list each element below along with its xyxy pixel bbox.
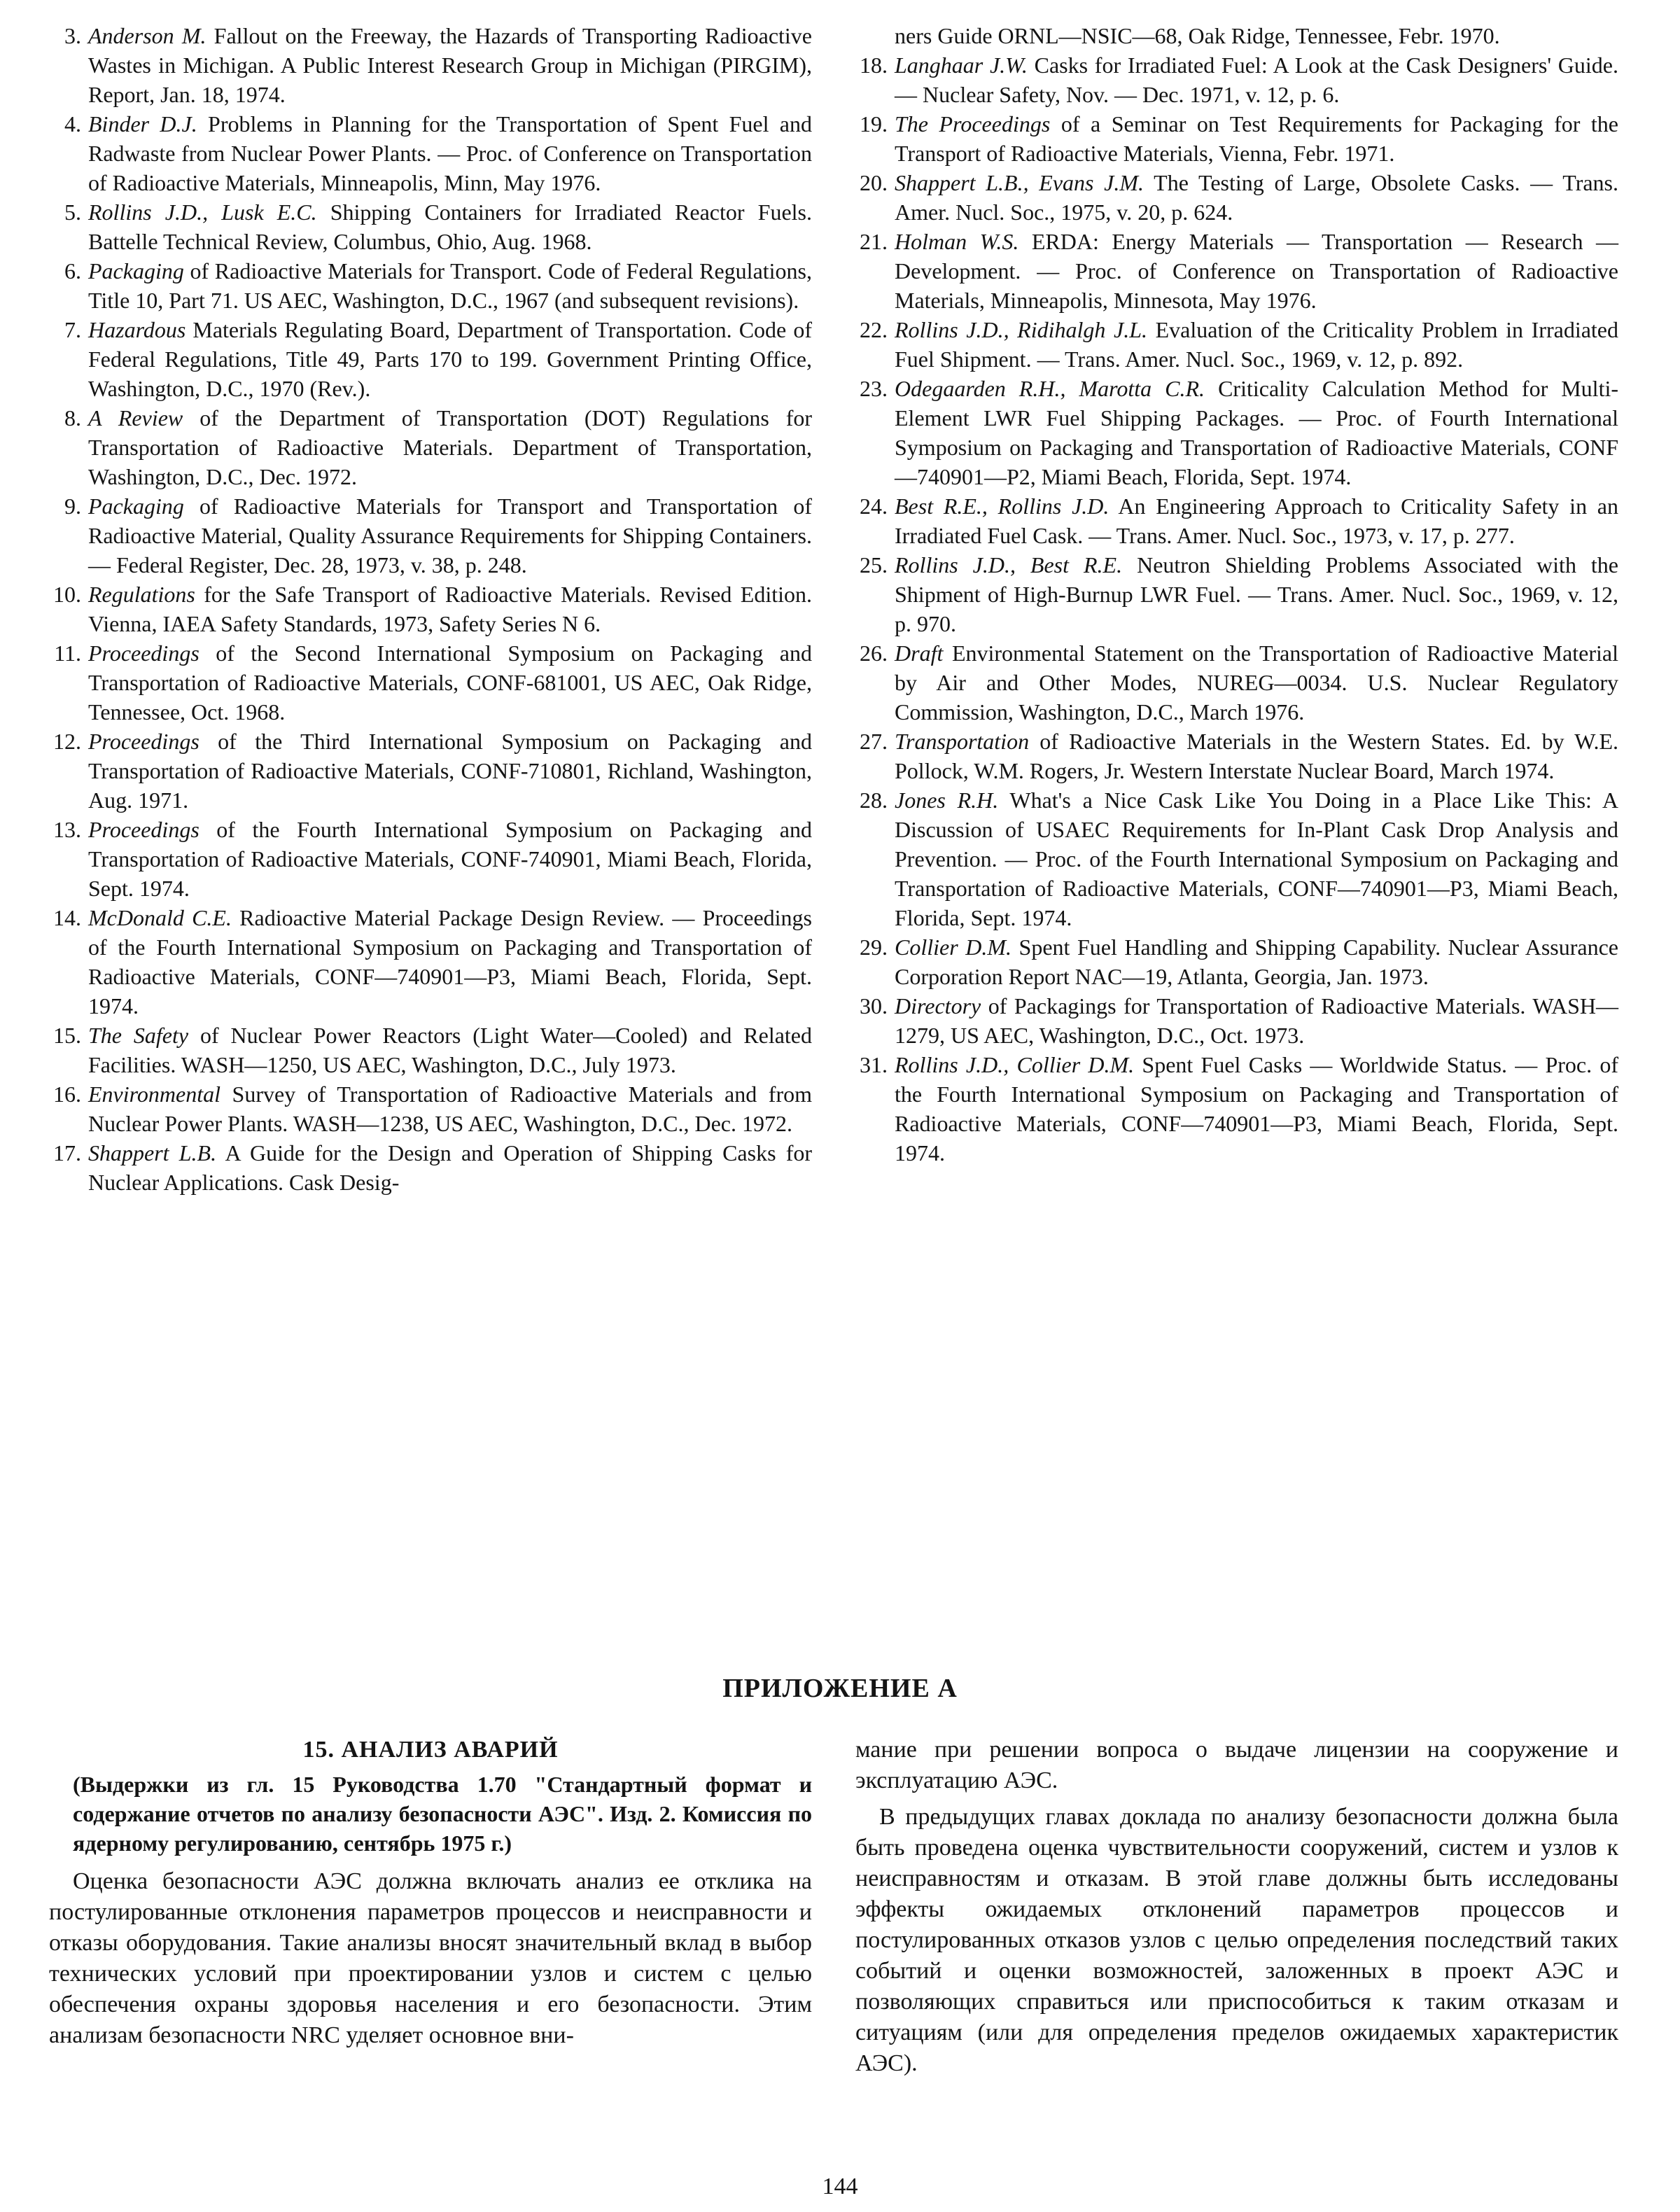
reference-text: An Engineering Approach to Criticality Safety in an Irradiated Fuel Cask. — Trans. Amer. Nucl. Soc., 1973, v. 17, p. 277.: [895, 493, 1619, 548]
reference-text: Fallout on the Freeway, the Hazards of Transporting Radioactive Wastes in Michigan. A Public Interest Research Group in Michigan (PIRGIM), Report, Jan. 18, 1974.: [88, 23, 813, 107]
appendix-title: ПРИЛОЖЕНИЕ А: [722, 1674, 958, 1703]
reference-author: McDonald C.E.: [88, 905, 232, 930]
reference-item: [855, 50, 1618, 109]
excerpt-note: (Выдержки из гл. 15 Руководства 1.70 "Стандартный формат и содержание отчетов по анализу безопасности АЭС". Изд. 2. Комиссия по ядерному регулированию, сентябрь 1975 г.): [73, 1772, 812, 1856]
reference-text: Criticality Calculation Method for Multi-Element LWR Fuel Shipping Packages. — Proc. of Fourth International Symposium on Packaging and Transportation of Radioactive Materials, CONF—740901—P2, Miami Beach, Florida, Sept. 1974.: [895, 376, 1619, 489]
reference-number: 8.: [64, 405, 81, 430]
reference-number: 7.: [64, 317, 81, 342]
reference-author: Proceedings: [88, 640, 200, 666]
reference-author: Environmental: [88, 1082, 220, 1107]
reference-item: [855, 109, 1618, 168]
reference-number: 15.: [53, 1023, 81, 1048]
reference-author: Langhaar J.W.: [895, 52, 1028, 78]
reference-text: for the Safe Transport of Radioactive Materials. Revised Edition. Vienna, IAEA Safety Standards, 1973, Safety Series N 6.: [88, 582, 812, 636]
reference-text: Neutron Shielding Problems Associated with the Shipment of High-Burnup LWR Fuel. — Trans. Amer. Nucl. Soc., 1969, v. 12, p. 970.: [895, 552, 1619, 636]
reference-item: [855, 168, 1618, 227]
reference-number: 14.: [53, 905, 81, 930]
reference-item: [855, 374, 1618, 491]
reference-item: [855, 727, 1618, 785]
reference-number: 26.: [860, 640, 888, 666]
paragraph-2: В предыдущих главах доклада по анализу безопасности должна была быть проведена оценка чувствительности сооружений, систем и узлов к неисправностям и отказам. В этой главе должны быть исследованы эффекты ожидаемых отклонений параметров процессов и постулированных отказов узлов с целью определения последствий таких событий и оценки возможностей, заложенных в проект АЭС и позволяющих справиться или приспособиться к таким отказам и ситуациям (или для определения пределов ожидаемых характеристик АЭС).: [855, 1804, 1618, 2076]
reference-author: Draft: [895, 640, 944, 666]
reference-author: Rollins J.D., Collier D.M.: [895, 1052, 1135, 1077]
reference-number: 30.: [860, 993, 888, 1018]
reference-author: Hazardous: [88, 317, 186, 342]
reference-text: of Packagings for Transportation of Radioactive Materials. WASH—1279, US AEC, Washington, D.C., Oct. 1973.: [895, 993, 1618, 1048]
reference-item: [855, 932, 1618, 991]
reference-author: Regulations: [88, 582, 195, 607]
reference-number: 25.: [860, 552, 888, 578]
reference-text: of the Fourth International Symposium on Packaging and Transportation of Radioactive Materials, CONF-740901, Miami Beach, Florida, Sept. 1974.: [88, 817, 812, 901]
reference-text: of Radioactive Materials for Transport and Transportation of Radioactive Material, Quality Assurance Requirements for Shipping Containers. — Federal Register, Dec. 28, 1973, v. 38, p. 248.: [88, 493, 812, 578]
reference-number: 18.: [860, 52, 888, 78]
paragraph-1: Оценка безопасности АЭС должна включать анализ ее отклика на постулированные отклонения параметров процессов и неисправности и отказы оборудования. Такие анализы вносят значительный вклад в выбор технических условий при проектировании узлов и систем с целью обеспечения охраны здоровья населения и его безопасности. Этим анализам безопасности NRC уделяет основное вни-: [49, 1868, 812, 2048]
reference-item: [49, 1021, 812, 1079]
reference-author: Directory: [895, 993, 981, 1018]
reference-item: [855, 21, 1618, 50]
reference-author: Packaging: [88, 258, 184, 284]
reference-item: [855, 785, 1618, 932]
reference-text: Environmental Statement on the Transportation of Radioactive Material by Air and Other Modes, NUREG—0034. U.S. Nuclear Regulatory Commission, Washington, D.C., March 1976.: [895, 640, 1618, 724]
reference-item: [49, 197, 812, 256]
reference-author: The Proceedings: [895, 111, 1051, 136]
reference-item: [49, 815, 812, 903]
reference-number: 24.: [860, 493, 888, 519]
reference-number: 27.: [860, 729, 888, 754]
reference-author: Holman W.S.: [895, 229, 1019, 254]
reference-item: [855, 491, 1618, 550]
reference-number: 5.: [64, 200, 81, 225]
reference-author: Odegaarden R.H., Marotta C.R.: [895, 376, 1205, 401]
reference-author: Jones R.H.: [895, 788, 999, 813]
reference-text: of the Department of Transportation (DOT) Regulations for Transportation of Radioactive Materials. Department of Transportation, Washington, D.C., Dec. 1972.: [88, 405, 813, 489]
reference-text: Materials Regulating Board, Department of Transportation. Code of Federal Regulations, Title 49, Parts 170 to 199. Government Printing Office, Washington, D.C., 1970 (Rev.).: [88, 317, 812, 401]
reference-text: of Radioactive Materials in the Western States. Ed. by W.E. Pollock, W.M. Rogers, Jr. Western Interstate Nuclear Board, March 1974.: [895, 729, 1618, 783]
reference-item: [855, 991, 1618, 1050]
reference-text: of the Third International Symposium on Packaging and Transportation of Radioactive Materials, CONF-710801, Richland, Washington, Aug. 1971.: [88, 729, 812, 813]
reference-text: of the Second International Symposium on Packaging and Transportation of Radioactive Materials, CONF-681001, US AEC, Oak Ridge, Tennessee, Oct. 1968.: [88, 640, 812, 724]
reference-author: A Review: [88, 405, 183, 430]
reference-text: of a Seminar on Test Requirements for Packaging for the Transport of Radioactive Materials, Vienna, Febr. 1971.: [895, 111, 1619, 166]
reference-author: Proceedings: [88, 729, 200, 754]
reference-item: [855, 315, 1618, 374]
reference-item: [49, 315, 812, 403]
reference-item: [49, 903, 812, 1021]
reference-author: Shappert L.B.: [88, 1140, 217, 1166]
reference-item: [49, 109, 812, 197]
reference-item: [855, 638, 1618, 727]
reference-author: Shappert L.B., Evans J.M.: [895, 170, 1144, 195]
reference-text: Spent Fuel Casks — Worldwide Status. — Proc. of the Fourth International Symposium on Packaging and Transportation of Radioactive Materials, CONF—740901—P3, Miami Beach, Florida, Sept. 1974.: [895, 1052, 1619, 1166]
reference-number: 3.: [64, 23, 81, 48]
reference-author: Packaging: [88, 493, 184, 519]
reference-text: Radioactive Material Package Design Review. — Proceedings of the Fourth International Symposium on Packaging and Transportation of Radioactive Materials, CONF—740901—P3, Miami Beach, Florida, Sept. 1974.: [88, 905, 813, 1018]
appendix-right-column: [855, 1735, 1618, 2085]
reference-author: Rollins J.D., Best R.E.: [895, 552, 1123, 578]
reference-author: Best R.E., Rollins J.D.: [895, 493, 1110, 519]
reference-text: What's a Nice Cask Like You Doing in a Place Like This: A Discussion of USAEC Requirements for In-Plant Cask Drop Analysis and Prevention. — Proc. of the Fourth International Symposium on Packaging and Transportation of Radioactive Materials, CONF—740901—P3, Miami Beach, Florida, Sept. 1974.: [895, 788, 1619, 930]
reference-text: Survey of Transportation of Radioactive Materials and from Nuclear Power Plants. WASH—1238, US AEC, Washington, D.C., Dec. 1972.: [88, 1082, 812, 1136]
reference-number: 6.: [64, 258, 81, 284]
reference-number: 12.: [53, 729, 81, 754]
reference-item: [49, 580, 812, 638]
reference-number: 17.: [53, 1140, 81, 1166]
reference-item: [49, 1079, 812, 1138]
reference-author: Rollins J.D., Lusk E.C.: [88, 200, 317, 225]
reference-item: [49, 638, 812, 727]
reference-item: [49, 256, 812, 315]
reference-number: 13.: [53, 817, 81, 842]
reference-text: Evaluation of the Criticality Problem in Irradiated Fuel Shipment. — Trans. Amer. Nucl. Soc., 1969, v. 12, p. 892.: [895, 317, 1619, 372]
chapter-title: 15. АНАЛИЗ АВАРИЙ: [302, 1737, 559, 1763]
reference-text: ERDA: Energy Materials — Transportation — Research — Development. — Proc. of Conference on Transportation of Radioactive Materials, Minneapolis, Minnesota, May 1976.: [895, 229, 1619, 313]
reference-item: [855, 227, 1618, 315]
reference-text: Problems in Planning for the Transportation of Spent Fuel and Radwaste from Nuclear Power Plants. — Proc. of Conference on Transportation of Radioactive Materials, Minneapolis, Minn, May 1976.: [88, 111, 813, 195]
reference-text: of Radioactive Materials for Transport. Code of Federal Regulations, Title 10, Part 71. US AEC, Washington, D.C., 1967 (and subsequent revisions).: [88, 258, 812, 313]
reference-author: Proceedings: [88, 817, 200, 842]
reference-number: 21.: [860, 229, 888, 254]
reference-author: Rollins J.D., Ridihalgh J.L.: [895, 317, 1147, 342]
reference-author: Collier D.M.: [895, 934, 1011, 960]
reference-author: Transportation: [895, 729, 1030, 754]
reference-text: Shipping Containers for Irradiated Reactor Fuels. Battelle Technical Review, Columbus, Ohio, Aug. 1968.: [88, 200, 812, 254]
references-right-column: [855, 21, 1618, 1168]
reference-item: [49, 403, 812, 491]
reference-item: [855, 1050, 1618, 1168]
reference-number: 22.: [860, 317, 888, 342]
reference-number: 4.: [64, 111, 81, 136]
reference-number: 16.: [53, 1082, 81, 1107]
reference-number: 29.: [860, 934, 888, 960]
reference-number: 23.: [860, 376, 888, 401]
reference-author: Anderson M.: [88, 23, 206, 48]
reference-number: 31.: [860, 1052, 888, 1077]
reference-item: [49, 21, 812, 109]
reference-number: 9.: [64, 493, 81, 519]
reference-item: [49, 491, 812, 580]
references-left-column: [49, 21, 812, 1197]
reference-text: ners Guide ORNL—NSIC—68, Oak Ridge, Tennessee, Febr. 1970.: [895, 23, 1500, 48]
reference-text: A Guide for the Design and Operation of Shipping Casks for Nuclear Applications. Cask Desig-: [88, 1140, 812, 1195]
appendix-left-column: [49, 1735, 812, 2057]
reference-number: 28.: [860, 788, 888, 813]
paragraph-1-continued: мание при решении вопроса о выдаче лицензии на сооружение и эксплуатацию АЭС.: [855, 1737, 1618, 1793]
reference-author: Binder D.J.: [88, 111, 197, 136]
reference-item: [49, 1138, 812, 1197]
reference-number: 20.: [860, 170, 888, 195]
reference-text: The Testing of Large, Obsolete Casks. — Trans. Amer. Nucl. Soc., 1975, v. 20, p. 624.: [895, 170, 1619, 225]
reference-number: 19.: [860, 111, 888, 136]
reference-item: [49, 727, 812, 815]
reference-number: 11.: [54, 640, 81, 666]
reference-author: The Safety: [88, 1023, 189, 1048]
reference-item: [855, 550, 1618, 638]
reference-text: of Nuclear Power Reactors (Light Water—Cooled) and Related Facilities. WASH—1250, US AEC, Washington, D.C., July 1973.: [88, 1023, 813, 1077]
reference-text: Spent Fuel Handling and Shipping Capability. Nuclear Assurance Corporation Report NAC—19, Atlanta, Georgia, Jan. 1973.: [895, 934, 1619, 989]
reference-number: 10.: [53, 582, 81, 607]
page-number: 144: [822, 2174, 858, 2199]
reference-text: Casks for Irradiated Fuel: A Look at the Cask Designers' Guide. — Nuclear Safety, Nov. — Dec. 1971, v. 12, p. 6.: [895, 52, 1619, 107]
